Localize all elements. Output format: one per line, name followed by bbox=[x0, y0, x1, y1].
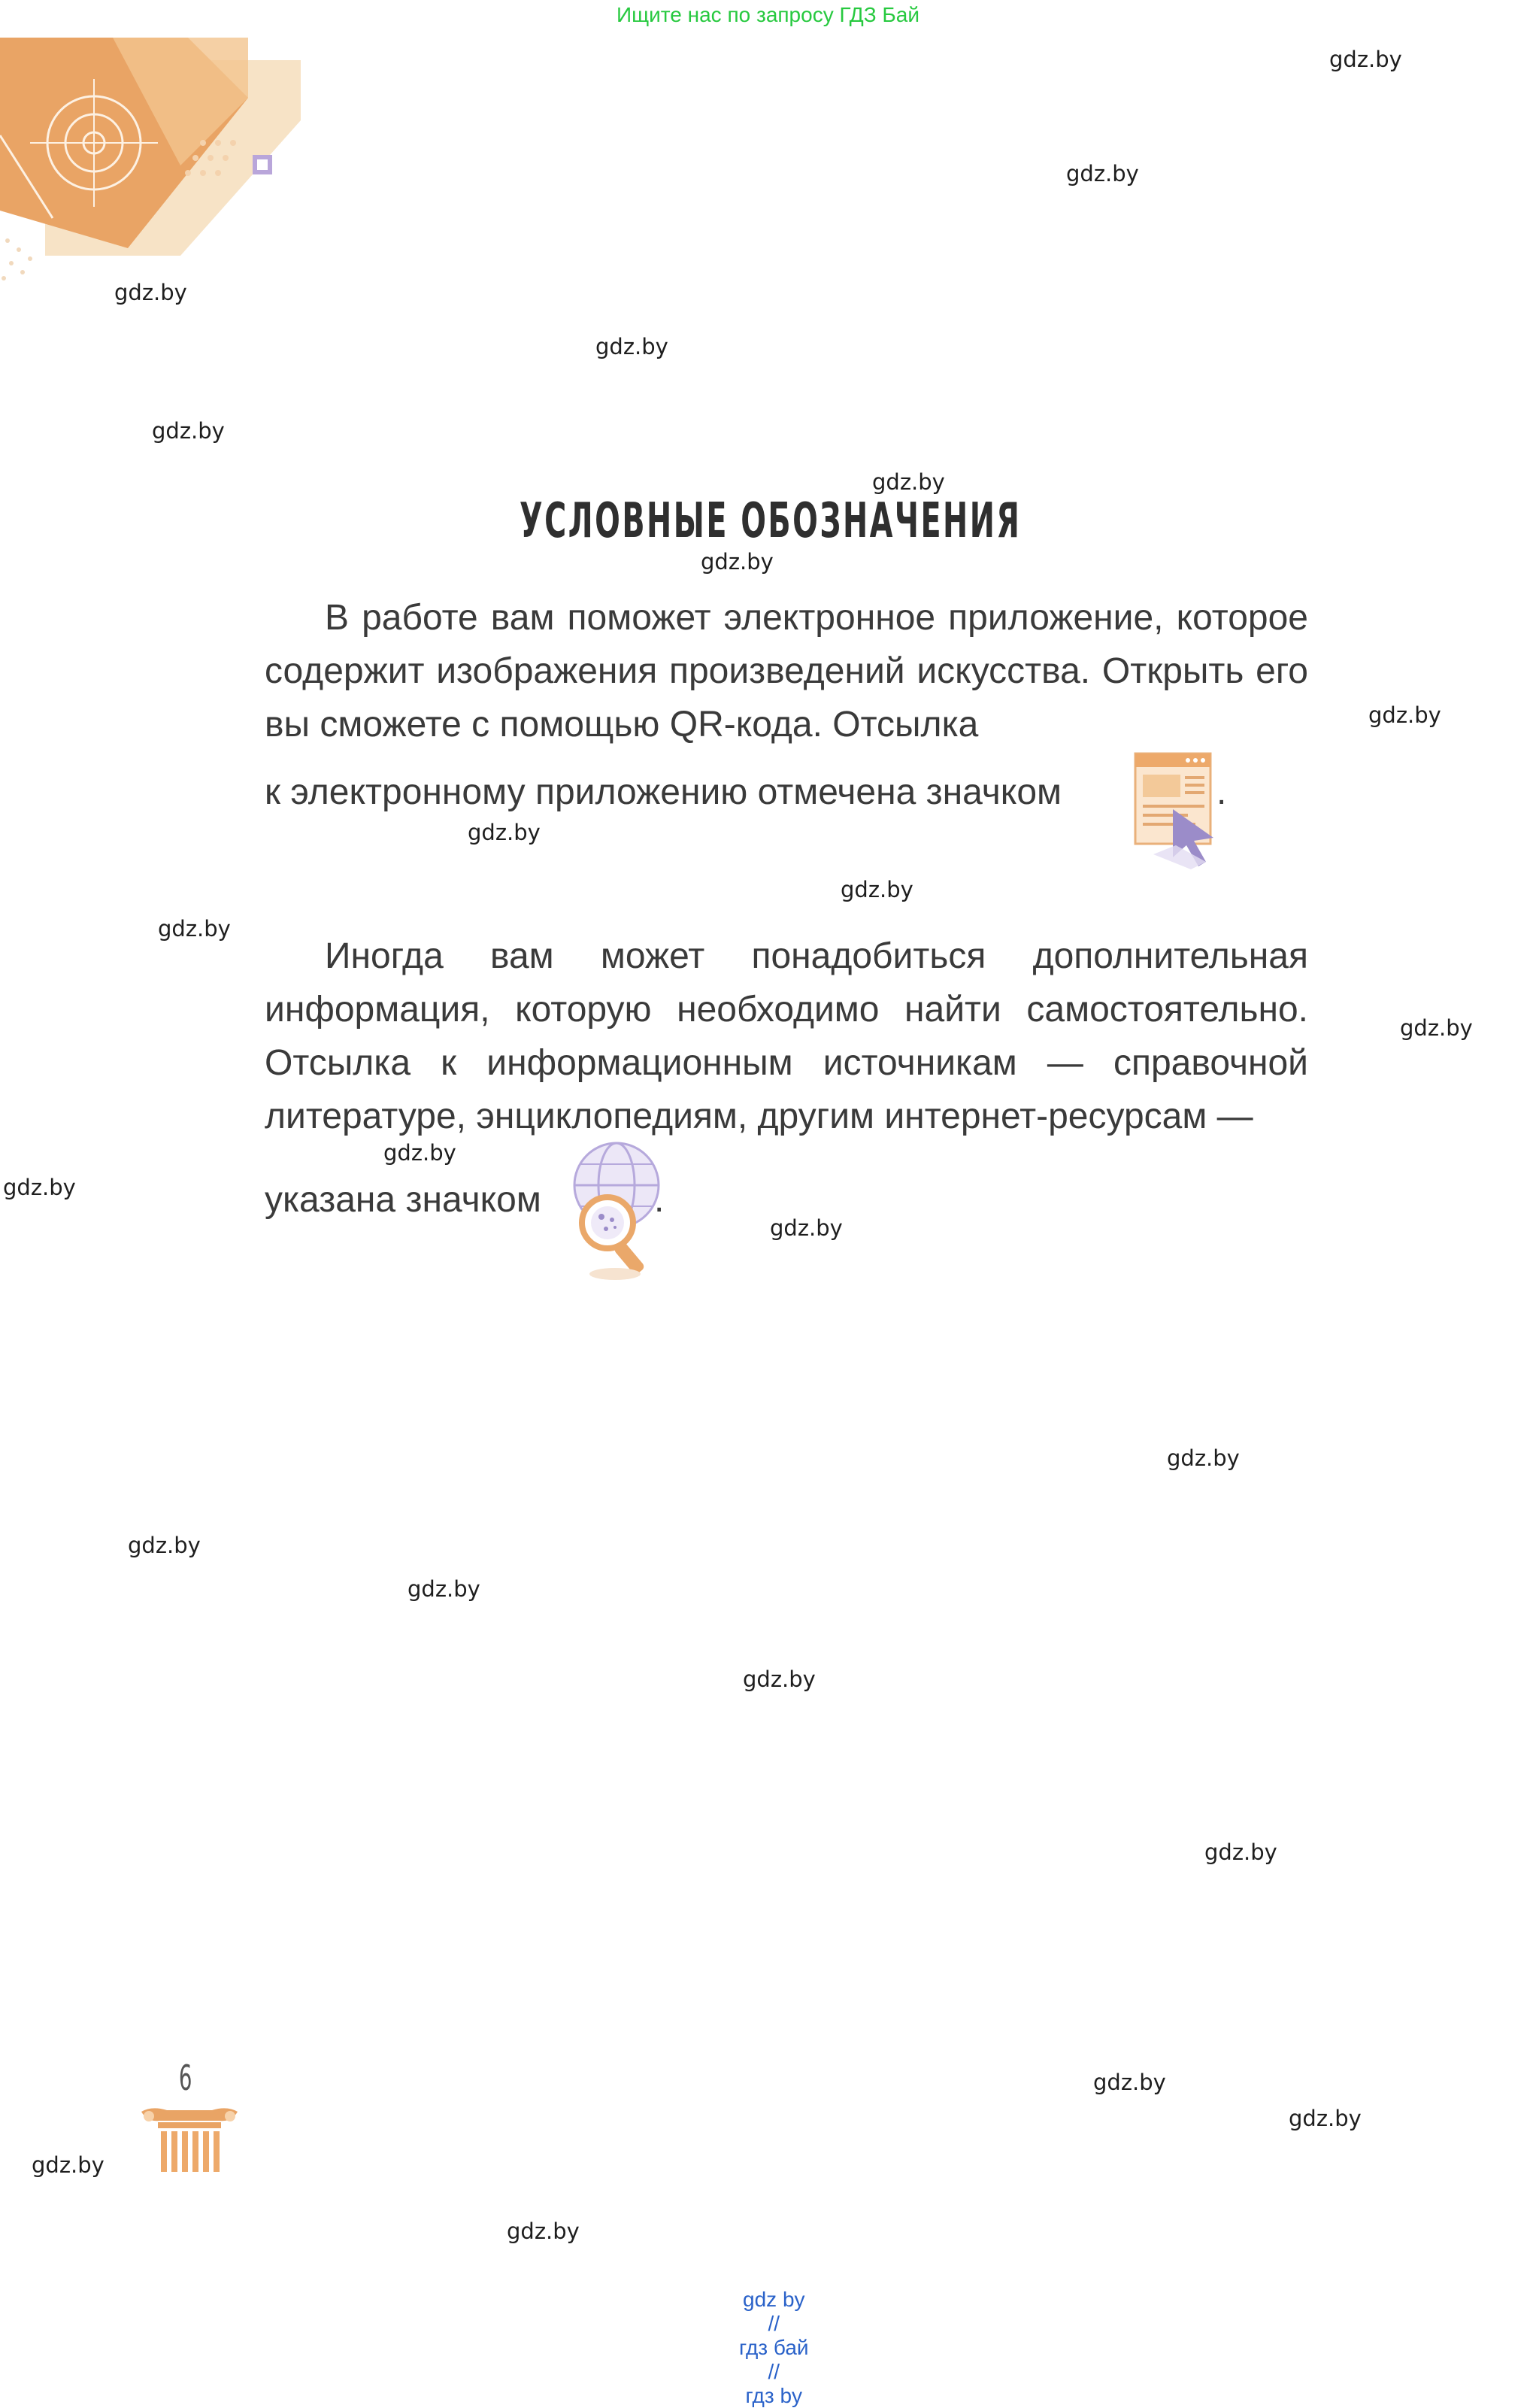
watermark: gdz.by bbox=[468, 820, 541, 845]
watermark: gdz.by bbox=[407, 1576, 480, 1602]
bottom-link-gdz-by-ru[interactable]: гдз by bbox=[745, 2384, 803, 2407]
watermark: gdz.by bbox=[1329, 47, 1402, 72]
watermark: gdz.by bbox=[1289, 2106, 1362, 2131]
page-title: УСЛОВНЫЕ ОБОЗНАЧЕНИЯ bbox=[520, 493, 1022, 549]
web-page-cursor-icon bbox=[1131, 749, 1221, 877]
watermark: gdz.by bbox=[701, 549, 774, 575]
paragraph-2-end: . bbox=[654, 1180, 665, 1220]
watermark: gdz.by bbox=[3, 1175, 76, 1200]
watermark: gdz.by bbox=[1204, 1839, 1277, 1865]
watermark: gdz.by bbox=[595, 334, 668, 359]
watermark: gdz.by bbox=[1167, 1445, 1240, 1471]
watermark: gdz.by bbox=[383, 1140, 456, 1166]
page-number: 6 bbox=[178, 2058, 192, 2098]
watermark: gdz.by bbox=[1066, 161, 1139, 187]
watermark: gdz.by bbox=[743, 1666, 816, 1692]
watermark: gdz.by bbox=[1400, 1015, 1473, 1041]
watermark: gdz.by bbox=[1368, 702, 1441, 728]
top-notice[interactable]: Ищите нас по запросу ГДЗ Бай bbox=[616, 3, 920, 26]
watermark: gdz.by bbox=[114, 280, 187, 305]
paragraph-2-last-line-text: указана значком bbox=[265, 1180, 541, 1220]
globe-magnifier-icon bbox=[570, 1136, 668, 1286]
corner-decoration-icon bbox=[0, 30, 316, 308]
paragraph-2 bbox=[265, 930, 1308, 1143]
paragraph-2-last-line bbox=[265, 1179, 541, 1221]
paragraph-1-last-line-text: к электронному приложению отмечена значком bbox=[265, 772, 1062, 812]
paragraph-2-body: Иногда вам может понадобиться дополнительная информация, которую необходимо найти самостоятельно. Отсылка к информационным источникам — справочной литературе, энциклопедиям, другим интернет-ресурсам — bbox=[265, 936, 1308, 1136]
paragraph-1-body: В работе вам поможет электронное приложение, которое содержит изображения произведений искусства. Открыть его вы сможете с помощью QR-кода. Отсылка bbox=[265, 598, 1308, 745]
watermark: gdz.by bbox=[770, 1215, 843, 1241]
watermark: gdz.by bbox=[1093, 2070, 1166, 2095]
paragraph-1-last-line bbox=[265, 772, 1062, 813]
watermark: gdz.by bbox=[152, 418, 225, 444]
watermark: gdz.by bbox=[128, 1533, 201, 1558]
watermark: gdz.by bbox=[32, 2152, 105, 2178]
watermark: gdz.by bbox=[841, 877, 913, 902]
bottom-link-gdz-bai[interactable]: гдз бай bbox=[739, 2336, 809, 2359]
watermark: gdz.by bbox=[872, 469, 945, 495]
paragraph-1 bbox=[265, 591, 1308, 751]
bottom-links bbox=[0, 2264, 1536, 2408]
paragraph-1-end: . bbox=[1216, 772, 1227, 812]
watermark: gdz.by bbox=[507, 2218, 580, 2244]
bottom-link-gdz-by[interactable]: gdz by bbox=[743, 2288, 805, 2311]
bottom-link-separator: // bbox=[768, 2360, 780, 2383]
bottom-link-separator: // bbox=[768, 2312, 780, 2335]
column-ornament-icon bbox=[137, 2106, 242, 2181]
watermark: gdz.by bbox=[158, 916, 231, 942]
